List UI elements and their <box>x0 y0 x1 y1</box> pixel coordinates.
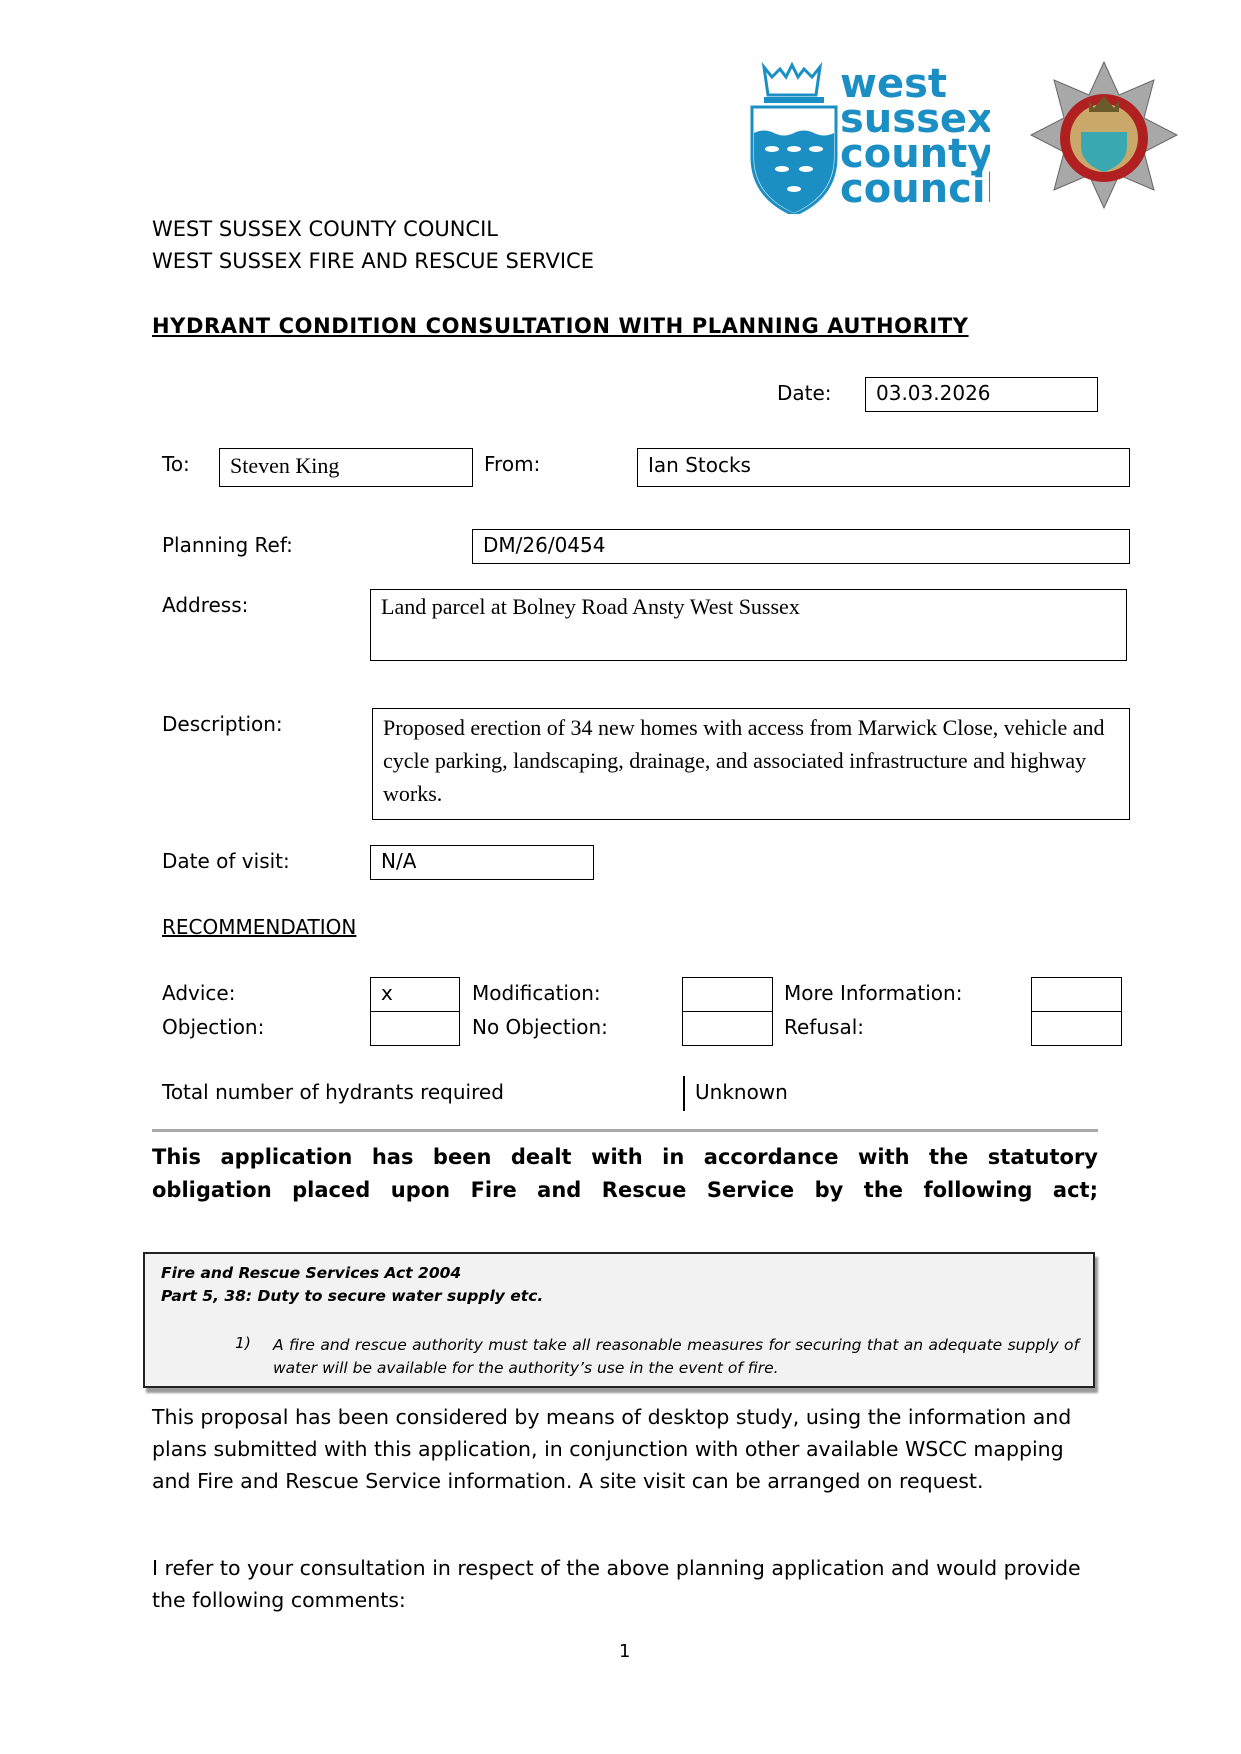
svg-text:west: west <box>840 61 948 107</box>
address-field[interactable]: Land parcel at Bolney Road Ansty West Sussex <box>370 589 1127 661</box>
act-title: Fire and Rescue Services Act 2004 <box>161 1264 462 1282</box>
page-title: HYDRANT CONDITION CONSULTATION WITH PLANNING AUTHORITY <box>152 314 969 338</box>
to-field[interactable]: Steven King <box>219 448 473 487</box>
fire-rescue-badge <box>1029 60 1179 214</box>
body-paragraph-1: This proposal has been considered by means of desktop study, using the information and plans submitted with this application, in conjunction with other available WSCC mapping and Fire and Rescue Service information. A site visit can be arranged on request. <box>152 1405 1072 1493</box>
more-info-label: More Information: <box>784 981 963 1005</box>
advice-label: Advice: <box>162 981 236 1005</box>
hydrants-divider <box>683 1076 685 1111</box>
refusal-checkbox[interactable] <box>1031 1011 1122 1046</box>
svg-text:sussex: sussex <box>840 96 990 142</box>
service-name: WEST SUSSEX FIRE AND RESCUE SERVICE <box>152 249 594 273</box>
org-name: WEST SUSSEX COUNTY COUNCIL <box>152 217 498 241</box>
statutory-statement: This application has been dealt with in accordance with the statutory obligation placed upon Fire and Rescue Service by the following act; <box>152 1145 1098 1202</box>
objection-label: Objection: <box>162 1015 265 1039</box>
description-label: Description: <box>162 712 283 736</box>
svg-text:county: county <box>840 131 990 177</box>
objection-checkbox[interactable] <box>370 1011 460 1046</box>
act-clause-number: 1) <box>235 1334 251 1352</box>
date-label: Date: <box>777 381 832 405</box>
modification-checkbox[interactable] <box>682 977 773 1012</box>
page-number: 1 <box>619 1641 631 1662</box>
modification-label: Modification: <box>472 981 601 1005</box>
act-part: Part 5, 38: Duty to secure water supply etc. <box>161 1287 544 1305</box>
svg-text:council: council <box>840 166 990 212</box>
no-objection-checkbox[interactable] <box>682 1011 773 1046</box>
section-divider <box>152 1129 1098 1132</box>
from-label: From: <box>484 452 541 476</box>
no-objection-label: No Objection: <box>472 1015 608 1039</box>
act-clause: A fire and rescue authority must take all reasonable measures for securing that an adequate supply of water will be available for the authority’s use in the event of fire. <box>273 1336 1079 1377</box>
planning-ref-field[interactable]: DM/26/0454 <box>472 529 1130 564</box>
address-label: Address: <box>162 593 249 617</box>
advice-checkbox[interactable]: x <box>370 977 460 1012</box>
more-info-checkbox[interactable] <box>1031 977 1122 1012</box>
act-box <box>143 1252 1095 1388</box>
description-field[interactable]: Proposed erection of 34 new homes with access from Marwick Close, vehicle and cycle parking, landscaping, drainage, and associated infrastructure and highway works. <box>372 708 1130 820</box>
recommendation-heading: RECOMMENDATION <box>162 915 357 939</box>
date-of-visit-field[interactable]: N/A <box>370 845 594 880</box>
hydrants-label: Total number of hydrants required <box>162 1080 504 1104</box>
refusal-label: Refusal: <box>784 1015 864 1039</box>
hydrants-value: Unknown <box>695 1080 788 1104</box>
date-of-visit-label: Date of visit: <box>162 849 290 873</box>
body-paragraph-2: I refer to your consultation in respect of the above planning application and would provide the following comments: <box>152 1556 1081 1612</box>
planning-ref-label: Planning Ref: <box>162 533 293 557</box>
wscc-logo <box>750 59 990 218</box>
to-label: To: <box>162 452 190 476</box>
date-field[interactable]: 03.03.2026 <box>865 377 1098 412</box>
from-field[interactable]: Ian Stocks <box>637 448 1130 487</box>
